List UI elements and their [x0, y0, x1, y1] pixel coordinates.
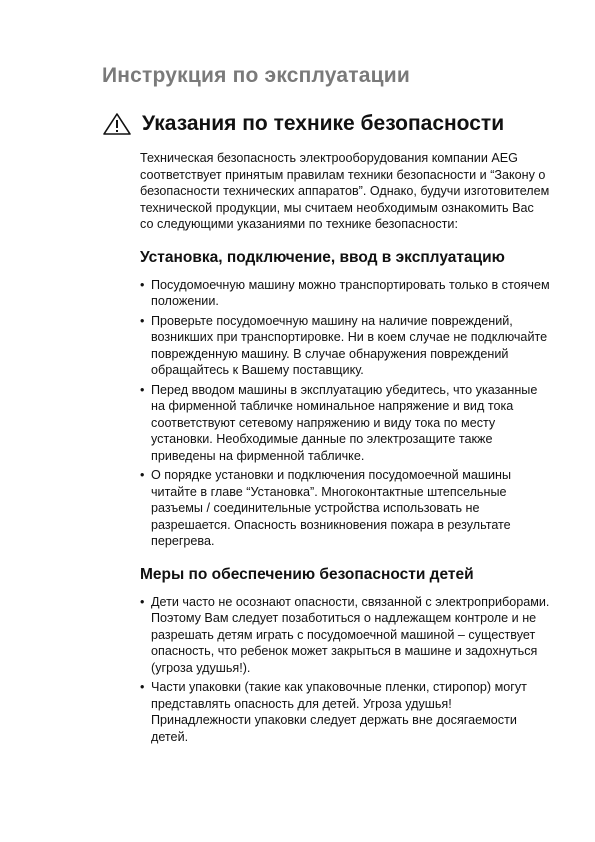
- children-safety-heading: Меры по обеспечению безопасности детей: [140, 565, 474, 583]
- list-item: • Проверьте посудомоечную машину на наличие повреждений, возникших при транспортировке. Ни в коем случае не подключайте поврежденную машину. В случае обнаружения повреждений обращайтесь к Вашему поставщику.: [140, 313, 548, 377]
- list-item: • Посудомоечную машину можно транспортировать только в стоячем положении.: [140, 277, 550, 308]
- main-content: [140, 150, 550, 748]
- section-title-text: Указания по технике безопасности: [142, 112, 505, 135]
- installation-heading: Установка, подключение, ввод в эксплуатацию: [140, 248, 505, 266]
- list-item: • О порядке установки и подключения посудомоечной машины читайте в главе “Установка”. Многоконтактные штепсельные разъемы / соединительные устройства использовать не разрешается. Опасность возникновения пожара в результате перегрева.: [140, 468, 512, 548]
- page-header: Инструкция по эксплуатации: [102, 64, 410, 87]
- bullet-icon: •: [140, 277, 145, 292]
- bullet-icon: •: [140, 468, 145, 482]
- bullet-icon: •: [140, 313, 145, 328]
- installation-list: [140, 277, 550, 550]
- intro-paragraph: Техническая безопасность электрооборудования компании AEG соответствует принятым правилам техники безопасности и “Закону о безопасности технических аппаратов”. Однако, будучи изготовителем технической продукции, мы считаем необходимым ознакомить Вас со следующими указаниями по технике безопасности:: [140, 151, 550, 231]
- bullet-icon: •: [140, 680, 145, 694]
- list-item: • Части упаковки (такие как упаковочные пленки, стиропор) могут представлять опасность для детей. Угроза удушья! Принадлежности упаковки следует держать вне досягаемости детей.: [140, 680, 527, 744]
- list-item: • Дети часто не осознают опасности, связанной с электроприборами. Поэтому Вам следует позаботиться о надлежащем контроле и не разрешать детям играть с посудомоечной машиной – существует опасность, что ребенок может закрыться в машине и задохнуться (угроза удушья!).: [140, 594, 550, 675]
- bullet-icon: •: [140, 594, 145, 609]
- section-title: [102, 112, 504, 136]
- bullet-icon: •: [140, 382, 145, 397]
- list-item: • Перед вводом машины в эксплуатацию убедитесь, что указанные на фирменной табличке номинальное напряжение и вид тока соответствуют сетевому напряжению и виду тока по месту установки. Необходимые данные по электрозащите также приведены на фирменной табличке.: [140, 382, 538, 463]
- warning-triangle-icon: [102, 112, 132, 136]
- children-safety-list: [140, 594, 550, 746]
